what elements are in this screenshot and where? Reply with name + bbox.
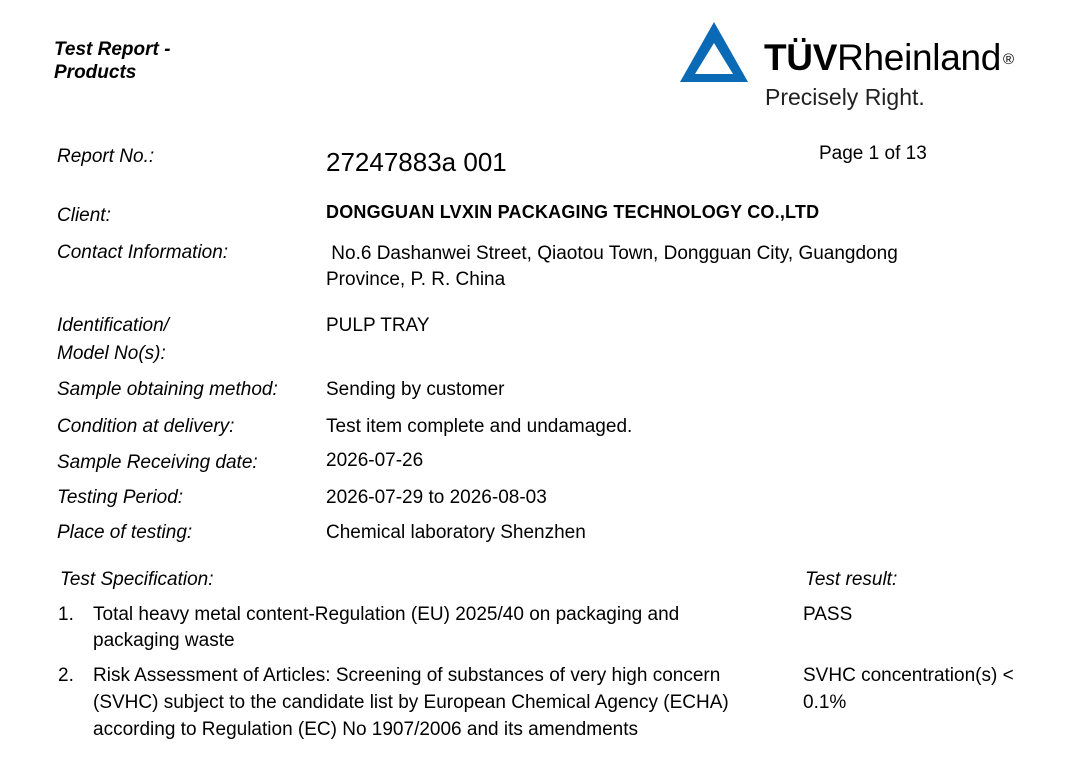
brand-name (764, 38, 1014, 78)
spec-item-result: PASS (803, 604, 853, 625)
sample-method-value: Sending by customer (326, 379, 505, 400)
contact-value-line1: No.6 Dashanwei Street, Qiaotou Town, Dongguan City, Guangdong (326, 243, 898, 264)
client-value: DONGGUAN LVXIN PACKAGING TECHNOLOGY CO.,LTD (326, 202, 820, 222)
document-type (54, 38, 170, 84)
spec-item-result: SVHC concentration(s) < (803, 665, 1014, 686)
identification-label-line2: Model No(s): (57, 343, 166, 364)
receiving-date-value: 2026-07-26 (326, 450, 424, 471)
test-result-heading: Test result: (805, 569, 898, 590)
spec-item-text: Total heavy metal content-Regulation (EU) 2025/40 on packaging and (93, 604, 680, 625)
brand-regular: Rheinland (837, 37, 1002, 78)
report-no-label: Report No.: (57, 146, 155, 167)
spec-item-text: packaging waste (93, 630, 235, 651)
page-indicator: Page 1 of 13 (819, 143, 927, 164)
triangle-logo-icon (680, 22, 750, 84)
document-type-line2: Products (54, 62, 137, 83)
receiving-date-label: Sample Receiving date: (57, 452, 258, 473)
spec-item-number: 1. (58, 604, 74, 625)
spec-item-text: (SVHC) subject to the candidate list by European Chemical Agency (ECHA) (93, 692, 729, 713)
testing-period-label: Testing Period: (57, 487, 184, 508)
testing-period-value: 2026-07-29 to 2026-08-03 (326, 487, 547, 508)
registered-mark: ® (1003, 51, 1014, 68)
identification-value: PULP TRAY (326, 315, 430, 336)
contact-value-line2: Province, P. R. China (326, 269, 506, 290)
test-specification-heading: Test Specification: (60, 569, 214, 590)
identification-label-line1: Identification/ (57, 315, 169, 336)
condition-label: Condition at delivery: (57, 416, 235, 437)
report-number: 27247883a 001 (326, 147, 507, 177)
brand-tagline: Precisely Right. (765, 84, 925, 110)
contact-label: Contact Information: (57, 242, 229, 263)
spec-item-result: 0.1% (803, 692, 847, 713)
spec-item-text: Risk Assessment of Articles: Screening of substances of very high concern (93, 665, 721, 686)
client-label: Client: (57, 205, 111, 226)
condition-value: Test item complete and undamaged. (326, 416, 633, 437)
spec-item-number: 2. (58, 665, 74, 686)
document-type-line1: Test Report - (54, 39, 171, 60)
spec-item-text: according to Regulation (EC) No 1907/2006 and its amendments (93, 719, 638, 740)
place-label: Place of testing: (57, 522, 193, 543)
place-value: Chemical laboratory Shenzhen (326, 522, 586, 543)
brand-bold: TÜV (764, 37, 838, 78)
sample-method-label: Sample obtaining method: (57, 379, 278, 400)
